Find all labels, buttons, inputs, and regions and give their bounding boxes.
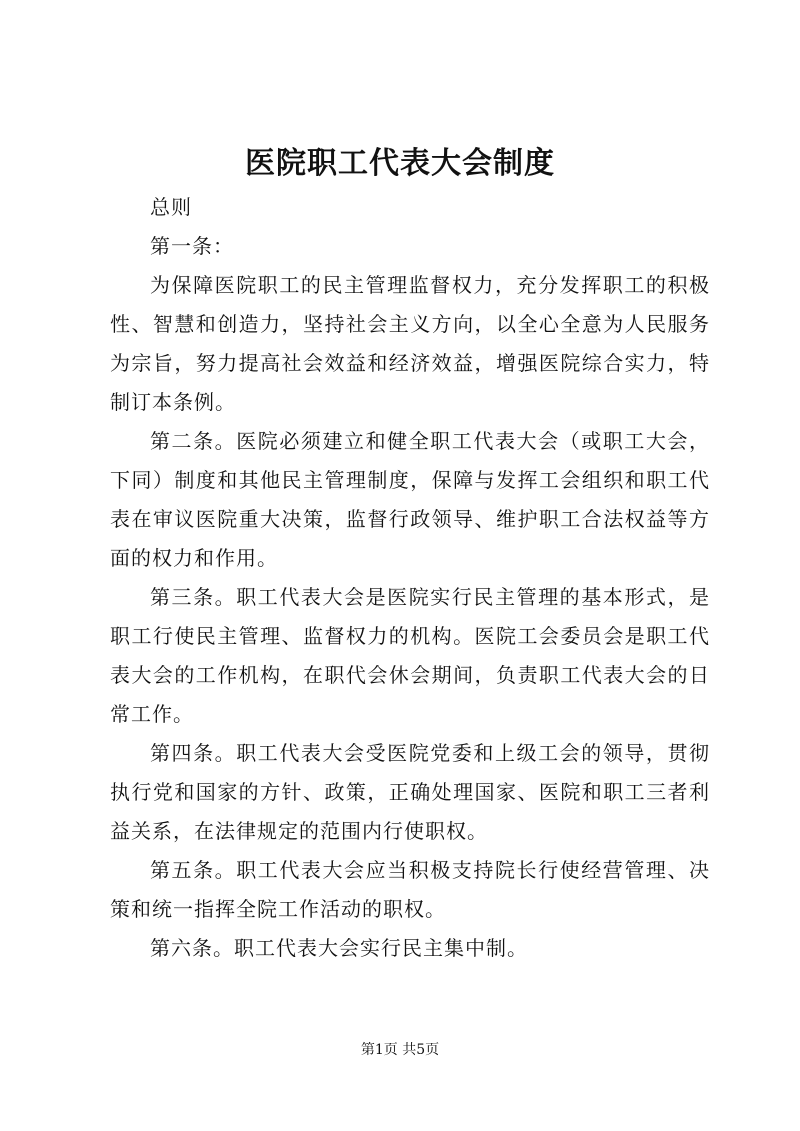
paragraph-article-4: 第四条。职工代表大会受医院党委和上级工会的领导，贯彻执行党和国家的方针、政策，正确处理国家、医院和职工三者利益关系，在法律规定的范围内行使职权。 <box>110 741 710 843</box>
paragraph-article-2: 第二条。医院必须建立和健全职工代表大会（或职工大会，下同）制度和其他民主管理制度，保障与发挥工会组织和职工代表在审议医院重大决策，监督行政领导、维护职工合法权益等方面的权力和作用。 <box>110 429 710 570</box>
paragraph-article-1: 为保障医院职工的民主管理监督权力，充分发挥职工的积极性、智慧和创造力，坚持社会主义方向，以全心全意为人民服务为宗旨，努力提高社会效益和经济效益，增强医院综合实力，特制订本条例。 <box>110 273 710 414</box>
paragraph-article-3: 第三条。职工代表大会是医院实行民主管理的基本形式，是职工行使民主管理、监督权力的机构。医院工会委员会是职工代表大会的工作机构，在职代会休会期间，负责职工代表大会的日常工作。 <box>110 585 710 726</box>
document-body <box>110 188 710 968</box>
paragraph-article-5: 第五条。职工代表大会应当积极支持院长行使经营管理、决策和统一指挥全院工作活动的职权。 <box>110 858 710 921</box>
paragraph-article-6: 第六条。职工代表大会实行民主集中制。 <box>150 936 528 960</box>
paragraph-article-1-heading: 第一条： <box>150 234 234 258</box>
document-title: 医院职工代表大会制度 <box>245 146 555 181</box>
page-number-footer: 第1页 共5页 <box>360 1042 440 1058</box>
paragraph-general-provisions: 总则 <box>150 195 192 219</box>
